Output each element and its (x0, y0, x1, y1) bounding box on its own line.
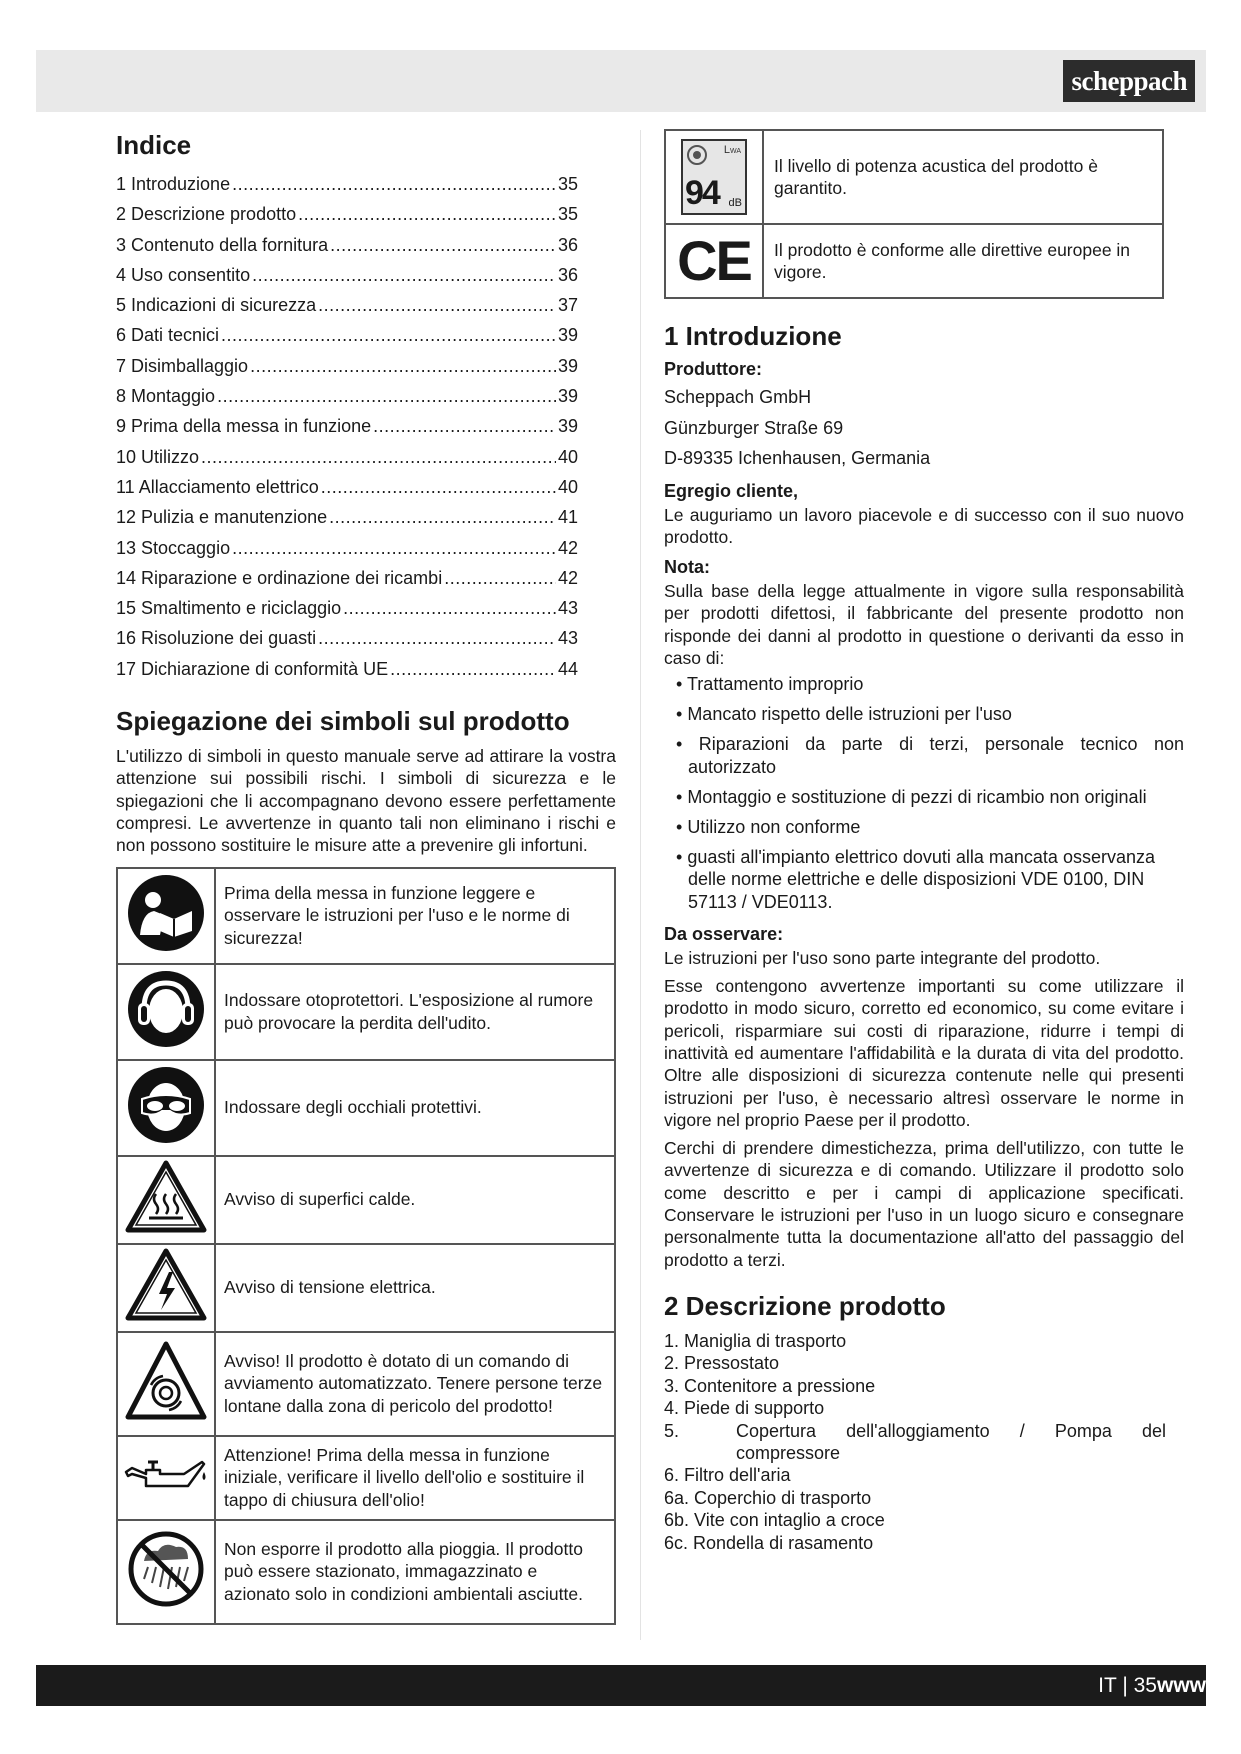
list-item-text: Copertura dell'alloggiamento / Pompa del compressore (736, 1420, 1166, 1463)
symbol-row (117, 964, 615, 1060)
sound-power-label-icon (665, 130, 763, 224)
toc-leader-dots (390, 654, 556, 684)
toc-item[interactable] (116, 593, 578, 623)
toc-item-page: 40 (557, 446, 578, 467)
toc-item-page: 42 (557, 537, 578, 558)
ear-protection-icon (117, 964, 215, 1060)
symbols-table (116, 867, 616, 1625)
list-item (664, 1420, 1184, 1465)
toc-item-page: 36 (557, 264, 578, 285)
toc-leader-dots (343, 593, 556, 623)
toc-leader-dots (330, 230, 556, 260)
toc-item-label: 2 Descrizione prodotto (116, 204, 297, 225)
list-item: • Riparazioni da parte di terzi, personale tecnico non autorizzato (676, 733, 1184, 778)
toc-item-label: 7 Disimballaggio (116, 355, 249, 376)
read-manual-icon (117, 868, 215, 964)
toc-item-page: 35 (557, 174, 578, 194)
symbol-text: Avviso di tensione elettrica. (215, 1244, 615, 1332)
list-item-number: 2. (664, 1353, 680, 1374)
footer-page-label (1098, 1665, 1206, 1706)
footer-separator: | (1122, 1674, 1128, 1697)
liability-list (664, 673, 1184, 913)
observe-text: Esse contengono avvertenze importanti su come utilizzare il prodotto in modo sicuro, corretto ed economico, su come evitare i pericoli, risparmiare sui costi di riparazione, ridurre i tempi di inattività ed aumentare l'affidabilità e la durata di vita del prodotto. Oltre alle disposizioni di sicurezza contenute nelle qui presenti istruzioni per l'uso, è necessario altresì osservare le norme in vigore nel proprio Paese per il prodotto. (664, 976, 1184, 1130)
toc-item[interactable] (116, 260, 578, 290)
toc-item-page: 39 (557, 386, 578, 407)
toc-leader-dots (232, 533, 556, 563)
symbol-row (117, 1332, 615, 1436)
symbol-text: Indossare degli occhiali protettivi. (215, 1060, 615, 1156)
toc-list (116, 169, 616, 684)
toc-item[interactable] (116, 169, 578, 199)
observe-label: Da osservare: (664, 923, 784, 944)
toc-leader-dots (250, 351, 556, 381)
toc-item[interactable] (116, 381, 578, 411)
symbol-text: Non esporre il prodotto alla pioggia. Il prodotto può essere stazionato, immagazzinato e azionato solo in condizioni ambientali asciutte. (215, 1520, 615, 1624)
list-item-text: Coperchio di trasporto (694, 1487, 872, 1508)
toc-item-page: 42 (557, 567, 578, 588)
list-item-number: 3. (664, 1375, 680, 1396)
toc-leader-dots (252, 260, 556, 290)
toc-item-label: 3 Contenuto della fornitura (116, 234, 329, 255)
toc-item-label: 13 Stoccaggio (116, 537, 231, 558)
observe-text: Le istruzioni per l'uso sono parte integrante del prodotto. (664, 947, 1101, 968)
list-item-number: 6. (664, 1465, 680, 1486)
list-item-text: Piede di supporto (684, 1398, 825, 1419)
ce-mark-text: CE (677, 229, 751, 292)
toc-item-page: 44 (557, 658, 578, 679)
list-item (664, 1464, 1184, 1486)
toc-item-label: 12 Pulizia e manutenzione (116, 507, 328, 528)
list-item: • guasti all'impianto elettrico dovuti alla mancata osservanza delle norme elettriche e delle disposizioni VDE 0100, DIN 57113 / VDE0113. (676, 846, 1184, 914)
toc-item-label: 16 Risoluzione dei guasti (116, 628, 317, 649)
toc-item-label: 9 Prima della messa in funzione (116, 416, 372, 437)
toc-item[interactable] (116, 623, 578, 653)
toc-leader-dots (373, 411, 556, 441)
symbol-row (117, 1156, 615, 1244)
toc-item-page: 36 (557, 234, 578, 255)
toc-item-page: 37 (557, 295, 578, 316)
toc-item[interactable] (116, 654, 578, 684)
toc-item[interactable] (116, 351, 578, 381)
speaker-icon (686, 144, 708, 166)
list-item (664, 1375, 1184, 1397)
intro-title: 1 Introduzione (664, 321, 842, 351)
brand-logo: scheppach (1063, 60, 1195, 102)
symbol-row (117, 1436, 615, 1520)
list-item: • Trattamento improprio (676, 673, 1184, 696)
toc-leader-dots (201, 442, 556, 472)
producer-line: D-89335 Ichenhausen, Germania (664, 448, 931, 468)
toc-item-page: 41 (557, 507, 578, 528)
symbol-text: Avviso! Il prodotto è dotato di un comando di avviamento automatizzato. Tenere persone terze lontane dalla zona di pericolo del prodotto! (215, 1332, 615, 1436)
symbol-text: Il prodotto è conforme alle direttive europee in vigore. (763, 224, 1163, 298)
list-item-text: Contenitore a pressione (684, 1375, 876, 1396)
hot-surface-icon (117, 1156, 215, 1244)
list-item-text: Rondella di rasamento (693, 1532, 874, 1553)
toc-item[interactable] (116, 442, 578, 472)
observe-text: Cerchi di prendere dimestichezza, prima dell'utilizzo, con tutte le avvertenze di sicurezza e di comando. Utilizzare il prodotto solo come descritto e per i campi di applicazione specificati. Conservare le istruzioni per l'uso in un luogo sicuro e consegnare personalmente tutta la documentazione all'atto del passaggio del prodotto a terzi. (664, 1138, 1184, 1270)
note-text: Sulla base della legge attualmente in vigore sulla responsabilità per prodotti difettosi, il fabbricante del presente prodotto non risponde dei danni al prodotto in questione o derivanti da esso in caso di: (664, 581, 1184, 668)
column-divider (640, 130, 641, 1640)
automatic-start-icon (117, 1332, 215, 1436)
producer-line: Scheppach GmbH (664, 387, 812, 407)
parts-list (664, 1330, 1184, 1554)
right-column (664, 129, 1184, 1554)
toc-leader-dots (321, 472, 556, 502)
symbol-row (117, 868, 615, 964)
list-item-number: 6b. (664, 1510, 690, 1531)
toc-item-page: 43 (557, 628, 578, 649)
symbol-row (117, 1244, 615, 1332)
toc-item-label: 11 Allacciamento elettrico (116, 476, 319, 497)
toc-leader-dots (329, 502, 556, 532)
top-symbols-table (664, 129, 1164, 299)
list-item (664, 1532, 1184, 1554)
list-item-number: 1. (664, 1330, 680, 1351)
toc-item-label: 4 Uso consentito (116, 264, 251, 285)
dear-label: Egregio cliente, (664, 480, 799, 501)
list-item (664, 1330, 1184, 1352)
toc-item[interactable] (116, 199, 578, 229)
footer-page-number: 35 (1133, 1674, 1157, 1697)
symbol-text: Il livello di potenza acustica del prodotto è garantito. (763, 130, 1163, 224)
symbol-row (117, 1060, 615, 1156)
toc-item-label: 17 Dichiarazione di conformità UE (116, 658, 389, 679)
toc-item-label: 10 Utilizzo (116, 446, 200, 467)
toc-item[interactable] (116, 563, 578, 593)
no-rain-icon (117, 1520, 215, 1624)
toc-item-page: 35 (557, 204, 578, 225)
toc-item[interactable] (116, 472, 578, 502)
left-column (116, 130, 616, 1625)
toc-leader-dots (444, 563, 556, 593)
toc-item-label: 14 Riparazione e ordinazione dei ricambi (116, 567, 443, 588)
footer-lang: IT (1098, 1674, 1117, 1697)
description-title: 2 Descrizione prodotto (664, 1290, 946, 1321)
producer-line: Günzburger Straße 69 (664, 417, 844, 438)
toc-item-page: 39 (557, 416, 578, 437)
header-band (36, 50, 1206, 112)
list-item-text: Vite con intaglio a croce (694, 1510, 885, 1531)
list-item-number: 6a. (664, 1487, 690, 1508)
toc-leader-dots (217, 381, 556, 411)
list-item (664, 1487, 1184, 1509)
producer-label: Produttore: (664, 359, 762, 379)
sound-level-unit: dB (728, 197, 742, 209)
list-item: • Mancato rispetto delle istruzioni per l'uso (676, 703, 1184, 726)
list-item-number: 5. (664, 1420, 680, 1441)
toc-leader-dots (298, 199, 556, 229)
list-item-text: Maniglia di trasporto (684, 1330, 847, 1351)
list-item-text: Pressostato (684, 1353, 780, 1374)
symbol-text: Indossare otoprotettori. L'esposizione al rumore può provocare la perdita dell'udito. (215, 964, 615, 1060)
symbols-intro: L'utilizzo di simboli in questo manuale serve ad attirare la vostra attenzione sui possibili rischi. I simboli di sicurezza e le spiegazioni che li accompagnano devono essere perfettamente compresi. Le avvertenze in quanto tali non eliminano i rischi e non possono sostituire le misure atte a prevenire gli infortuni. (116, 746, 616, 856)
toc-item[interactable] (116, 411, 578, 441)
toc-item[interactable] (116, 320, 578, 350)
list-item: • Montaggio e sostituzione di pezzi di ricambio non originali (676, 786, 1184, 809)
toc-item[interactable] (116, 533, 578, 563)
safety-goggles-icon (117, 1060, 215, 1156)
toc-leader-dots (221, 320, 556, 350)
note-label: Nota: (664, 557, 710, 578)
toc-item-page: 40 (557, 476, 578, 497)
footer-bar (36, 1665, 1206, 1706)
symbol-text: Avviso di superfici calde. (215, 1156, 615, 1244)
toc-item-label: 5 Indicazioni di sicurezza (116, 295, 317, 316)
oil-can-icon (117, 1436, 215, 1520)
symbol-text: Prima della messa in funzione leggere e osservare le istruzioni per l'uso e le norme di sicurezza! (215, 868, 615, 964)
symbol-text: Attenzione! Prima della messa in funzione iniziale, verificare il livello dell'olio e sostituire il tappo di chiusura dell'olio! (215, 1436, 615, 1520)
toc-item-page: 43 (557, 598, 578, 619)
toc-item-label: 15 Smaltimento e riciclaggio (116, 598, 342, 619)
toc-leader-dots (318, 290, 556, 320)
symbol-row (117, 1520, 615, 1624)
list-item-number: 4. (664, 1398, 680, 1419)
electric-voltage-icon (117, 1244, 215, 1332)
symbol-row (665, 130, 1163, 224)
ce-mark-icon (665, 224, 763, 298)
symbol-row (665, 224, 1163, 298)
toc-item-page: 39 (557, 355, 578, 376)
lwa-symbol: L (723, 144, 730, 156)
toc-item-label: 8 Montaggio (116, 386, 216, 407)
toc-title: Indice (116, 130, 192, 160)
toc-item[interactable] (116, 230, 578, 260)
toc-item-label: 6 Dati tecnici (116, 325, 220, 346)
toc-leader-dots (232, 169, 556, 199)
symbols-title: Spiegazione dei simboli sul prodotto (116, 706, 570, 737)
toc-item[interactable] (116, 290, 578, 320)
toc-item-label: 1 Introduzione (116, 174, 231, 194)
list-item (664, 1352, 1184, 1374)
list-item-number: 6c. (664, 1532, 689, 1553)
toc-item[interactable] (116, 502, 578, 532)
list-item-text: Filtro dell'aria (684, 1465, 791, 1486)
footer-web: www (1156, 1674, 1206, 1697)
list-item (664, 1509, 1184, 1531)
list-item (664, 1397, 1184, 1419)
list-item: • Utilizzo non conforme (676, 816, 1184, 839)
sound-level-value: 94 (685, 174, 719, 212)
toc-leader-dots (318, 623, 556, 653)
lwa-subscript: WA (729, 148, 741, 155)
toc-item-page: 39 (557, 325, 578, 346)
dear-text: Le auguriamo un lavoro piacevole e di successo con il suo nuovo prodotto. (664, 504, 1184, 547)
